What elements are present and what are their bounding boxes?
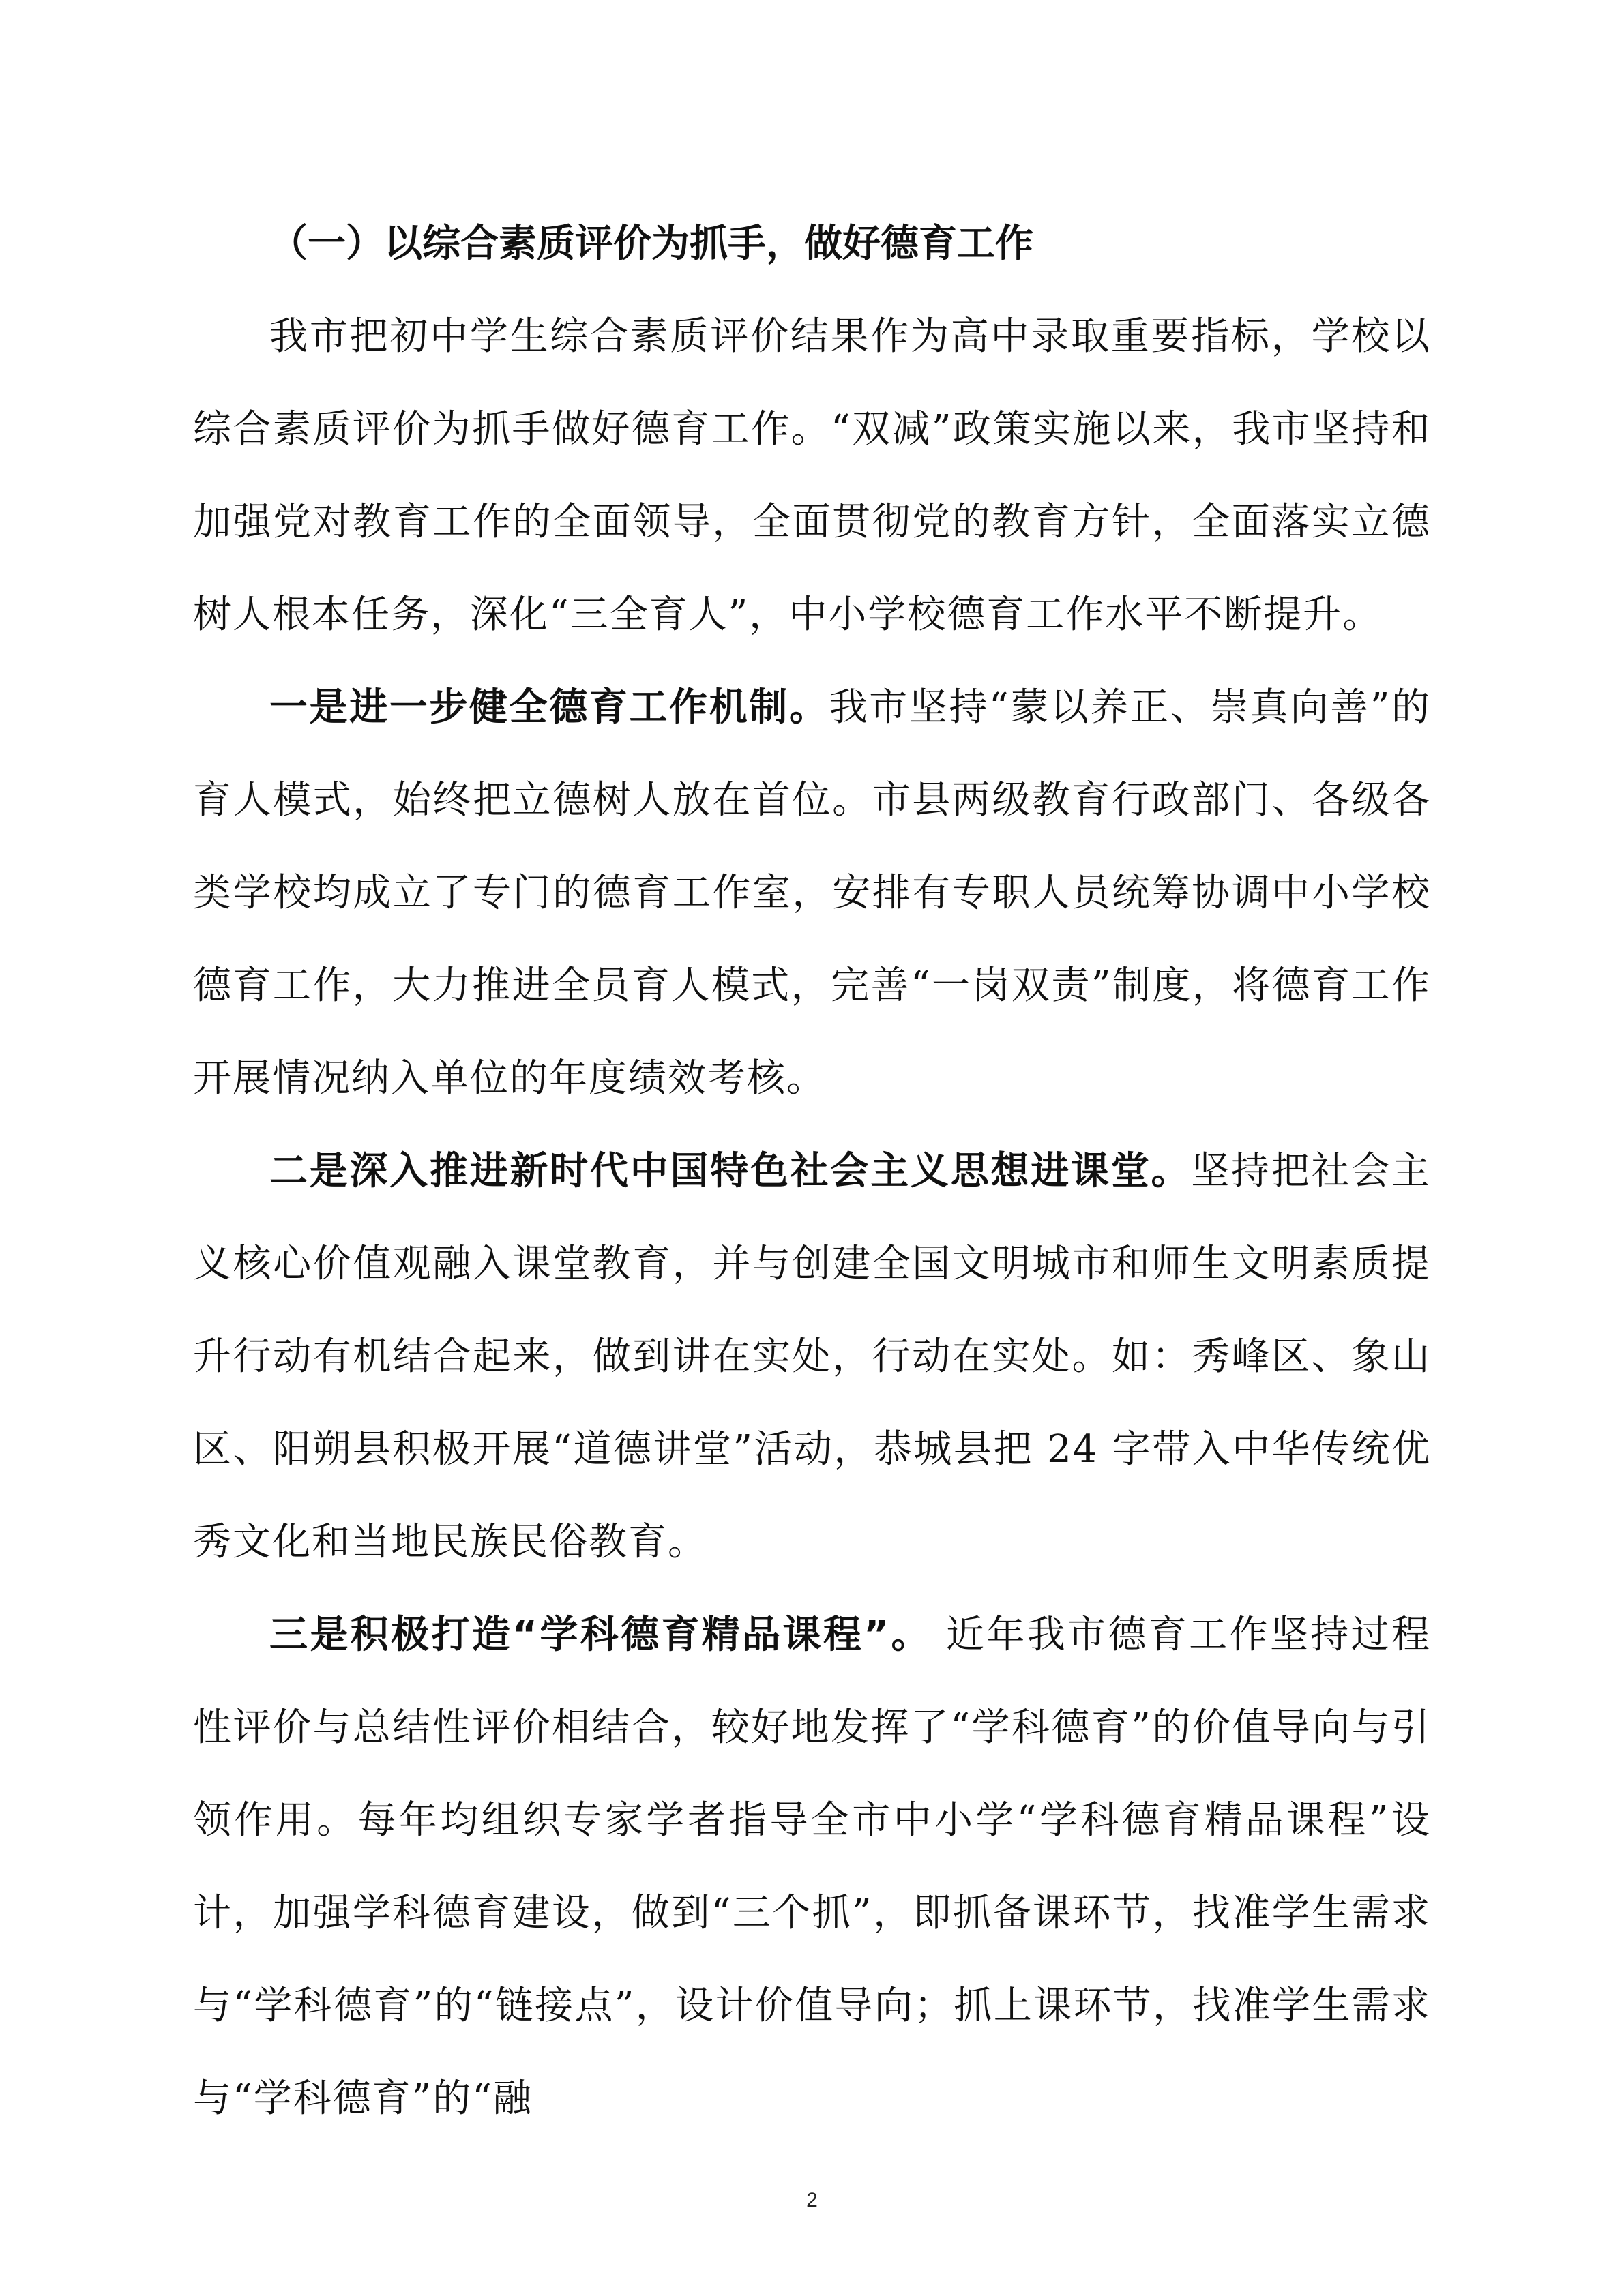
paragraph-text: 近年我市德育工作坚持过程性评价与总结性评价相结合，较好地发挥了“学科德育”的价值导向与引领作用。每年均组织专家学者指导全市中小学“学科德育精品课程”设计，加强学科德育建设，做到“三个抓”，即抓备课环节，找准学生需求与“学科德育”的“链接点”，设计价值导向；抓上课环节，找准学生需求与“学科德育”的“融 [193, 1613, 1431, 2121]
paragraph-text: 我市把初中学生综合素质评价结果作为高中录取重要指标，学校以综合素质评价为抓手做好德育工作。“双减”政策实施以来，我市坚持和加强党对教育工作的全面领导，全面贯彻党的教育方针，全面落实立德树人根本任务，深化“三全育人”，中小学校德育工作水平不断提升。 [193, 314, 1431, 637]
page-number: 2 [806, 2189, 818, 2211]
paragraph-3 [193, 1125, 1431, 1589]
document-body [193, 198, 1431, 2145]
paragraph-text: 坚持把社会主义核心价值观融入课堂教育，并与创建全国文明城市和师生文明素质提升行动有机结合起来，做到讲在实处，行动在实处。如：秀峰区、象山区、阳朔县积极开展“道德讲堂”活动，恭城县把 24 字带入中华传统优秀文化和当地民族民俗教育。 [193, 1149, 1431, 1564]
paragraph-4 [193, 1589, 1431, 2145]
paragraph-text: 我市坚持“蒙以养正、崇真向善”的育人模式，始终把立德树人放在首位。市县两级教育行政部门、各级各类学校均成立了专门的德育工作室，安排有专职人员统筹协调中小学校德育工作，大力推进全员育人模式，完善“一岗双责”制度，将德育工作开展情况纳入单位的年度绩效考核。 [193, 685, 1431, 1101]
paragraph-lead: 二是深入推进新时代中国特色社会主义思想进课堂。 [269, 1149, 1192, 1193]
paragraph-2 [193, 661, 1431, 1125]
paragraph-lead: 一是进一步健全德育工作机制。 [269, 685, 829, 730]
paragraph-1 [193, 290, 1431, 661]
section-heading: （一）以综合素质评价为抓手，做好德育工作 [269, 222, 1033, 266]
paragraph-lead: 三是积极打造“学科德育精品课程”。 [269, 1613, 932, 1657]
